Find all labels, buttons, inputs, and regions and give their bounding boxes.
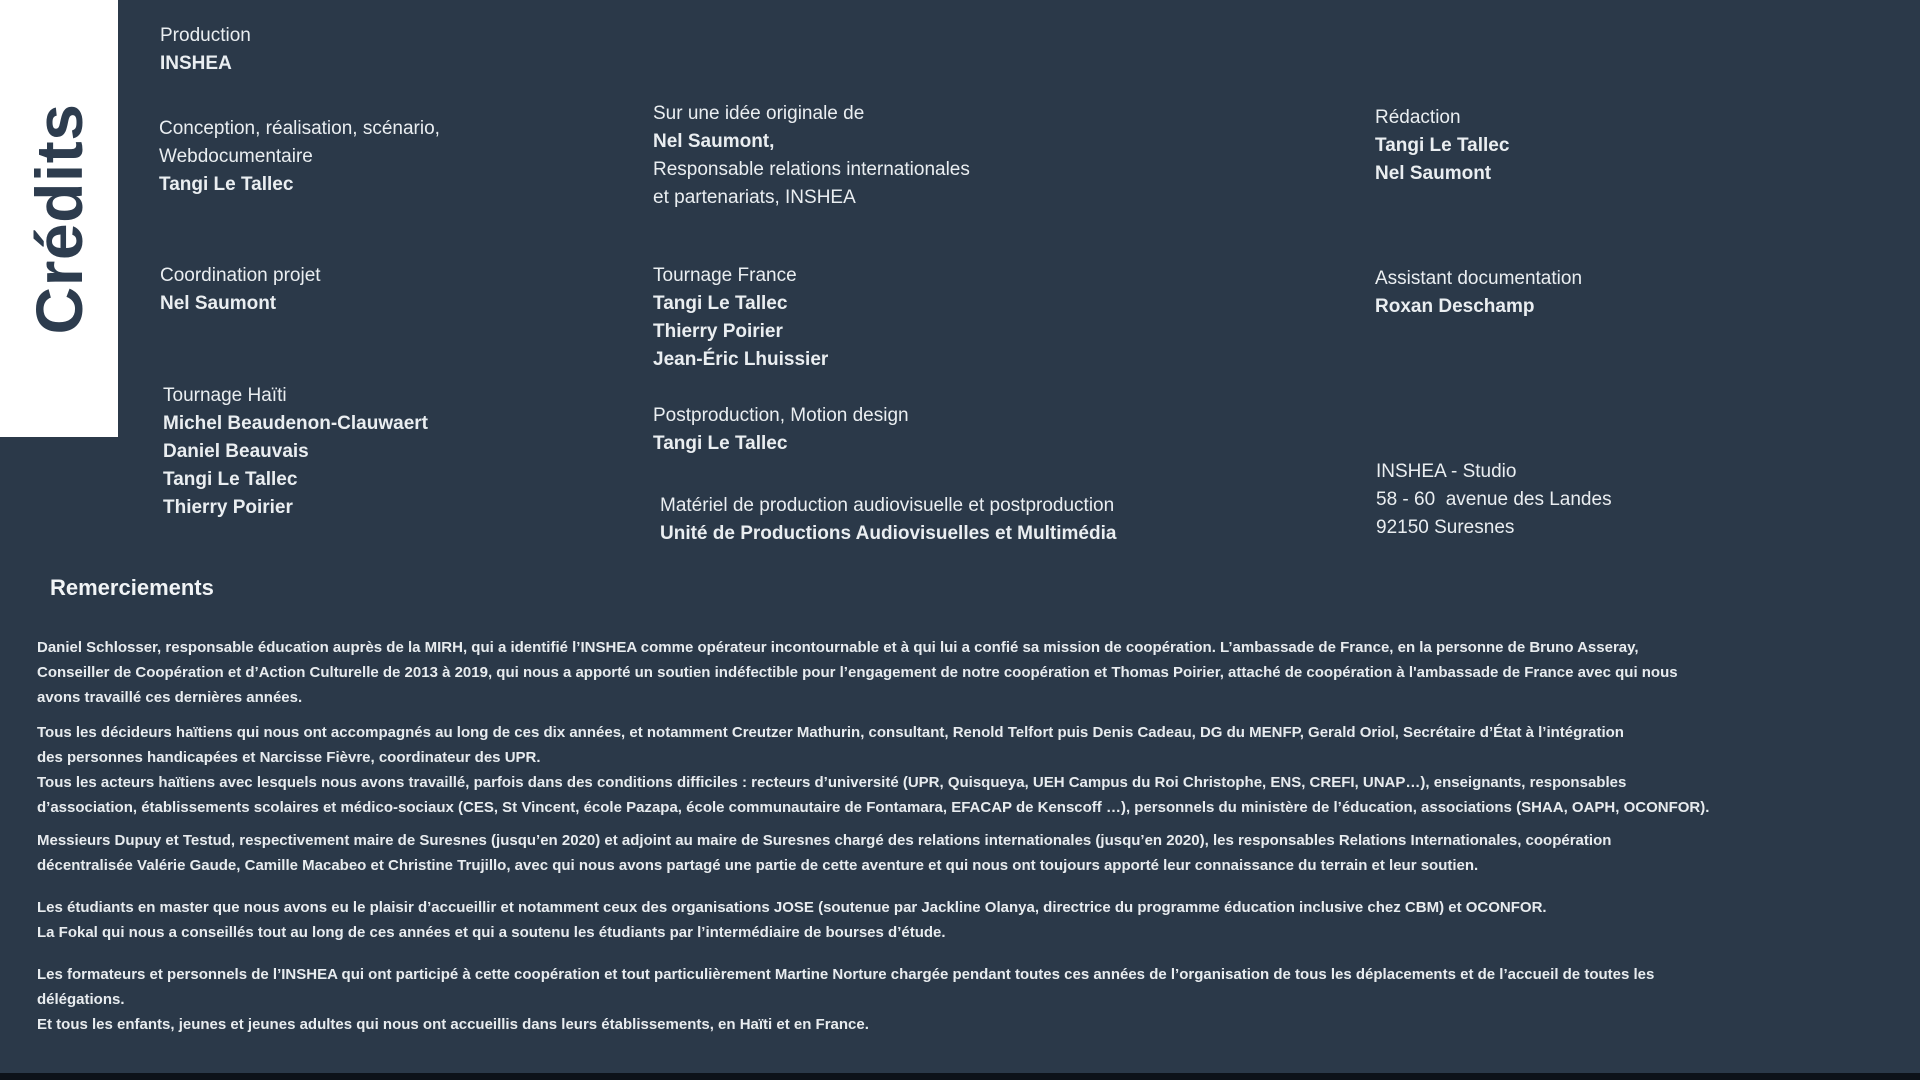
credit-name: Tangi Le Tallec [653,433,788,454]
credit-block-1 [159,115,440,199]
credit-role: Coordination projet [160,265,321,286]
credit-name: Daniel Beauvais [163,441,309,462]
credit-name: Tangi Le Tallec [653,293,788,314]
credit-role: et partenariats, INSHEA [653,187,856,208]
acknowledgement-line: décentralisée Valérie Gaude, Camille Macabeo et Christine Trujillo, avec qui nous avons partagé une partie de cette aventure et qui nous ont toujours apporté leur connaissance du terrain et leur soutien. [37,857,1479,874]
credit-block-9 [1375,265,1582,321]
credit-role: Matériel de production audiovisuelle et postproduction [660,495,1115,516]
credit-role: Rédaction [1375,107,1461,128]
credit-block-10 [1376,458,1612,542]
credit-role: Conception, réalisation, scénario, [159,118,440,139]
credit-name: Thierry Poirier [163,497,293,518]
credit-name: INSHEA [160,53,232,74]
acknowledgement-line: Et tous les enfants, jeunes et jeunes adultes qui nous ont accueillis dans leurs établissements, en Haïti et en France. [37,1016,869,1033]
acknowledgement-line: La Fokal qui nous a conseillés tout au long de ces années et qui a soutenu les étudiants par l’intermédiaire de bourses d’étude. [37,924,946,941]
acknowledgement-line: d’association, établissements scolaires et médico-sociaux (CES, St Vincent, école Pazapa, école communautaire de Fontamara, EFACAP de Kenscoff …), personnels du ministère de l’éducation, associations (SHAA, OAPH, OCONFOR). [37,799,1710,816]
acknowledgement-line: Conseiller de Coopération et d’Action Culturelle de 2013 à 2019, qui nous a apporté un soutien indéfectible pour l’engagement de notre coopération et Thomas Poirier, attaché de coopération à l'ambassade de France avec qui nous [37,664,1678,681]
credit-role: 58 - 60 avenue des Landes [1376,489,1612,510]
acknowledgement-line: avons travaillé ces dernières années. [37,689,303,706]
acknowledgement-line: Les étudiants en master que nous avons eu le plaisir d’accueillir et notamment ceux des organisations JOSE (soutenue par Jackline Olanya, directrice du programme éducation inclusive chez CBM) et OCONFOR. [37,899,1547,916]
credit-role: Postproduction, Motion design [653,405,909,426]
credit-name: Thierry Poirier [653,321,783,342]
acknowledgement-paragraph-2 [37,828,1611,878]
acknowledgement-paragraph-1 [37,720,1709,820]
page-title: Crédits [22,103,96,334]
credit-name: Tangi Le Tallec [159,174,294,195]
credit-block-7 [660,492,1116,548]
bottom-bar [0,1073,1920,1080]
credit-block-5 [653,262,828,374]
credit-role: Production [160,25,251,46]
acknowledgements-heading: Remerciements [50,575,214,600]
credit-role: Assistant documentation [1375,268,1583,289]
credit-name: Tangi Le Tallec [163,469,298,490]
acknowledgement-paragraph-4 [37,962,1654,1037]
acknowledgement-line: Les formateurs et personnels de l’INSHEA qui ont participé à cette coopération et tout particulièrement Martine Norture chargée pendant toutes ces années de l’organisation de tous les déplacements et de l’accueil de toutes les [37,966,1655,983]
credit-name: Tangi Le Tallec [1375,135,1510,156]
credit-role: Sur une idée originale de [653,103,865,124]
credit-block-8 [1375,104,1509,188]
credit-block-6 [653,402,909,458]
credit-name: Unité de Productions Audiovisuelles et Multimédia [660,523,1117,544]
credit-role: Tournage Haïti [163,385,287,406]
credit-name: Nel Saumont, [653,131,775,152]
credits-banner [0,0,118,437]
credit-block-3 [163,382,428,522]
acknowledgement-line: des personnes handicapées et Narcisse Fièvre, coordinateur des UPR. [37,749,541,766]
credit-name: Nel Saumont [160,293,277,314]
acknowledgement-line: Messieurs Dupuy et Testud, respectivement maire de Suresnes (jusqu’en 2020) et adjoint au maire de Suresnes chargé des relations internationales (jusqu’en 2020), les responsables Relations Internationales, coopération [37,832,1612,849]
acknowledgement-paragraph-3 [37,895,1547,945]
credit-role: Webdocumentaire [159,146,313,167]
acknowledgement-line: Tous les décideurs haïtiens qui nous ont accompagnés au long de ces dix années, et notamment Creutzer Mathurin, consultant, Renold Telfort puis Denis Cadeau, DG du MENFP, Gerald Oriol, Secrétaire d’État à l’intégration [37,724,1624,741]
acknowledgement-line: Daniel Schlosser, responsable éducation auprès de la MIRH, qui a identifié l’INSHEA comme opérateur incontournable et à qui lui a confié sa mission de coopération. L’ambassade de France, en la personne de Bruno Asseray, [37,639,1639,656]
credit-role: INSHEA - Studio [1376,461,1517,482]
credit-role: Tournage France [653,265,797,286]
credit-role: Responsable relations internationales [653,159,970,180]
credit-name: Michel Beaudenon-Clauwaert [163,413,428,434]
credit-name: Nel Saumont [1375,163,1492,184]
credit-block-4 [653,100,970,212]
credit-name: Roxan Deschamp [1375,296,1535,317]
credit-role: 92150 Suresnes [1376,517,1515,538]
credit-name: Jean-Éric Lhuissier [653,349,829,370]
acknowledgement-paragraph-0 [37,635,1678,710]
acknowledgement-line: délégations. [37,991,125,1008]
credit-block-0 [160,22,251,78]
credit-block-2 [160,262,321,318]
acknowledgement-line: Tous les acteurs haïtiens avec lesquels nous avons travaillé, parfois dans des conditions difficiles : recteurs d’université (UPR, Quisqueya, UEH Campus du Roi Christophe, ENS, CREFI, UNAP…), enseignants, responsables [37,774,1627,791]
